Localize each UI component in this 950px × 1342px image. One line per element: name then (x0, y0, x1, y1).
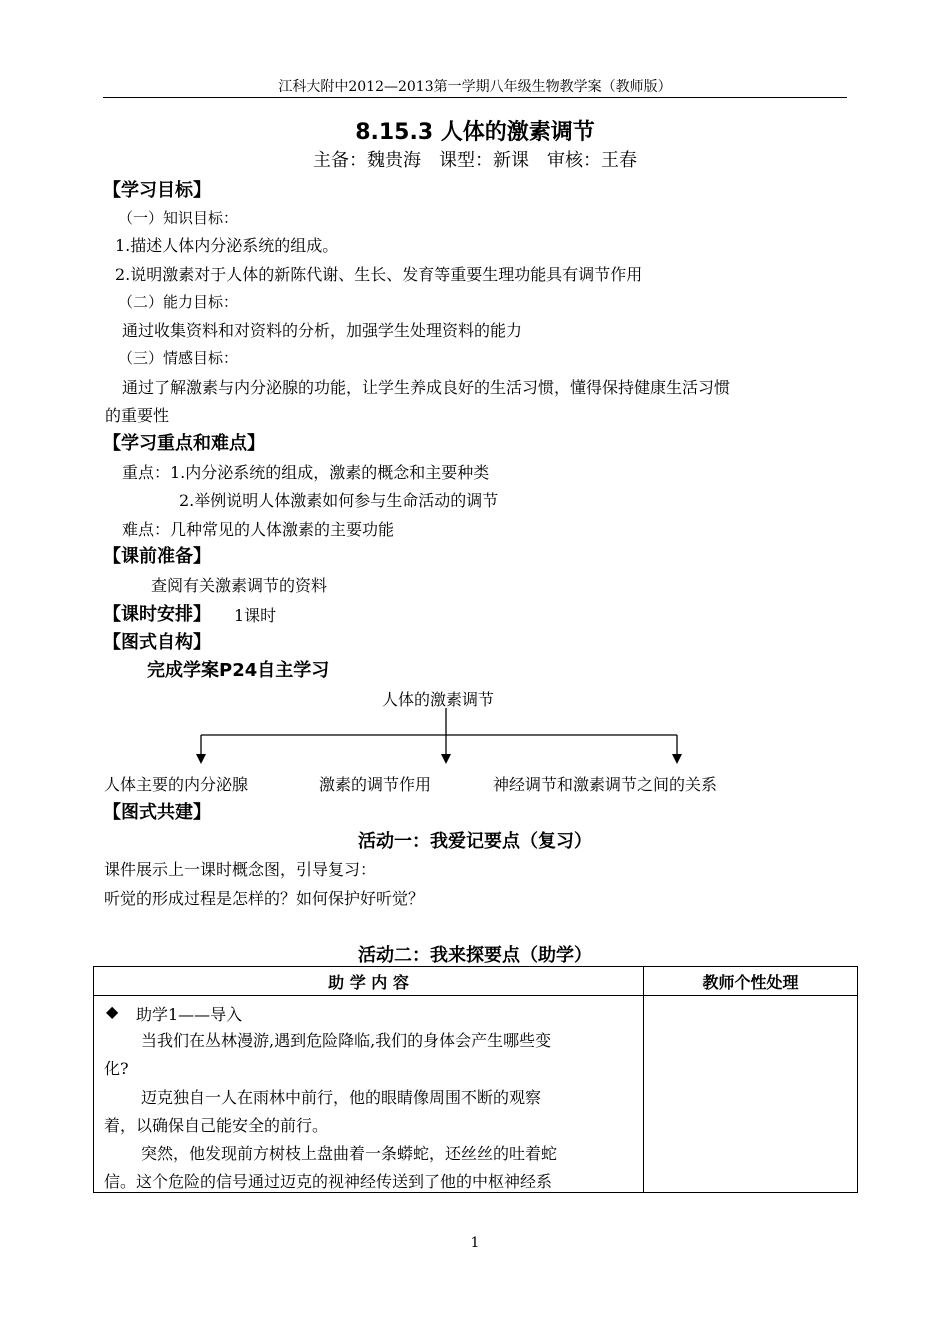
diagram-branch-3: 神经调节和激素调节之间的关系 (493, 775, 718, 794)
goals-ability-label: （二）能力目标： (118, 293, 239, 311)
goals-knowledge-1: 1.描述人体内分泌系统的组成。 (115, 236, 339, 255)
goals-emotion-line1: 通过了解激素与内分泌腺的功能，让学生养成良好的生活习惯，懂得保持健康生活习惯 (122, 378, 731, 397)
section-heading-schedule: 【课时安排】 (103, 604, 211, 625)
page-title: 8.15.3 人体的激素调节 (355, 120, 595, 145)
table-cell-teacher[interactable] (644, 996, 858, 1193)
para3-line2: 信。这个危险的信号通过迈克的视神经传送到了他的中枢神经系 (104, 1172, 553, 1191)
table-cell-content (94, 996, 644, 1193)
diagram-branch-2: 激素的调节作用 (319, 775, 432, 794)
diagram-root-label: 人体的激素调节 (382, 690, 495, 709)
para2-line1: 迈克独自一人在雨林中前行，他的眼睛像周围不断的观察 (141, 1088, 542, 1107)
selfbuild-task: 完成学案P24自主学习 (147, 660, 330, 681)
goals-knowledge-label: （一）知识目标： (118, 209, 239, 227)
diagram-branch-1: 人体主要的内分泌腺 (104, 775, 249, 794)
difficulty: 难点：几种常见的人体激素的主要功能 (122, 520, 395, 539)
activity2-table (93, 966, 858, 1193)
keypoint-2: 2.举例说明人体激素如何参与生命活动的调节 (179, 491, 499, 510)
table-header-teacher: 教师个性处理 (644, 967, 858, 996)
section-heading-keypoints: 【学习重点和难点】 (103, 433, 265, 454)
activity1-title: 活动一：我爱记要点（复习） (358, 831, 592, 852)
section-heading-selfbuild: 【图式自构】 (103, 632, 211, 653)
running-header: 江科大附中2012—2013第一学期八年级生物教学案（教师版） (278, 79, 672, 95)
para2-line2: 着，以确保自己能安全的前行。 (104, 1116, 329, 1135)
item-marker: ◆ (106, 1002, 119, 1021)
keypoint-1: 重点：1.内分泌系统的组成，激素的概念和主要种类 (122, 463, 490, 482)
table-header-content: 助 学 内 容 (94, 967, 644, 996)
para3-line1: 突然，他发现前方树枝上盘曲着一条蟒蛇，还丝丝的吐着蛇 (141, 1144, 558, 1163)
goals-ability-text: 通过收集资料和对资料的分析，加强学生处理资料的能力 (122, 321, 523, 340)
goals-knowledge-2: 2.说明激素对于人体的新陈代谢、生长、发育等重要生理功能具有调节作用 (115, 265, 643, 284)
page-number: 1 (470, 1235, 480, 1251)
para1-line1: 当我们在丛林漫游,遇到危险降临,我们的身体会产生哪些变 (141, 1031, 552, 1050)
goals-emotion-line2: 的重要性 (105, 406, 170, 425)
activity1-line1: 课件展示上一课时概念图，引导复习： (104, 860, 377, 879)
activity1-line2: 听觉的形成过程是怎样的？如何保护好听觉？ (104, 889, 425, 908)
section-heading-goals: 【学习目标】 (103, 180, 211, 201)
schedule-text: 1课时 (234, 606, 277, 625)
byline: 主备：魏贵海 课型：新课 审核：王春 (313, 150, 637, 171)
prep-text: 查阅有关激素调节的资料 (151, 576, 328, 595)
activity2-title: 活动二：我来探要点（助学） (358, 945, 592, 966)
para1-line2: 化? (104, 1059, 129, 1078)
section-heading-prep: 【课前准备】 (103, 546, 211, 567)
item-title: 助学1——导入 (136, 1005, 243, 1024)
goals-emotion-label: （三）情感目标： (118, 349, 239, 367)
section-heading-cobuild: 【图式共建】 (103, 802, 211, 823)
